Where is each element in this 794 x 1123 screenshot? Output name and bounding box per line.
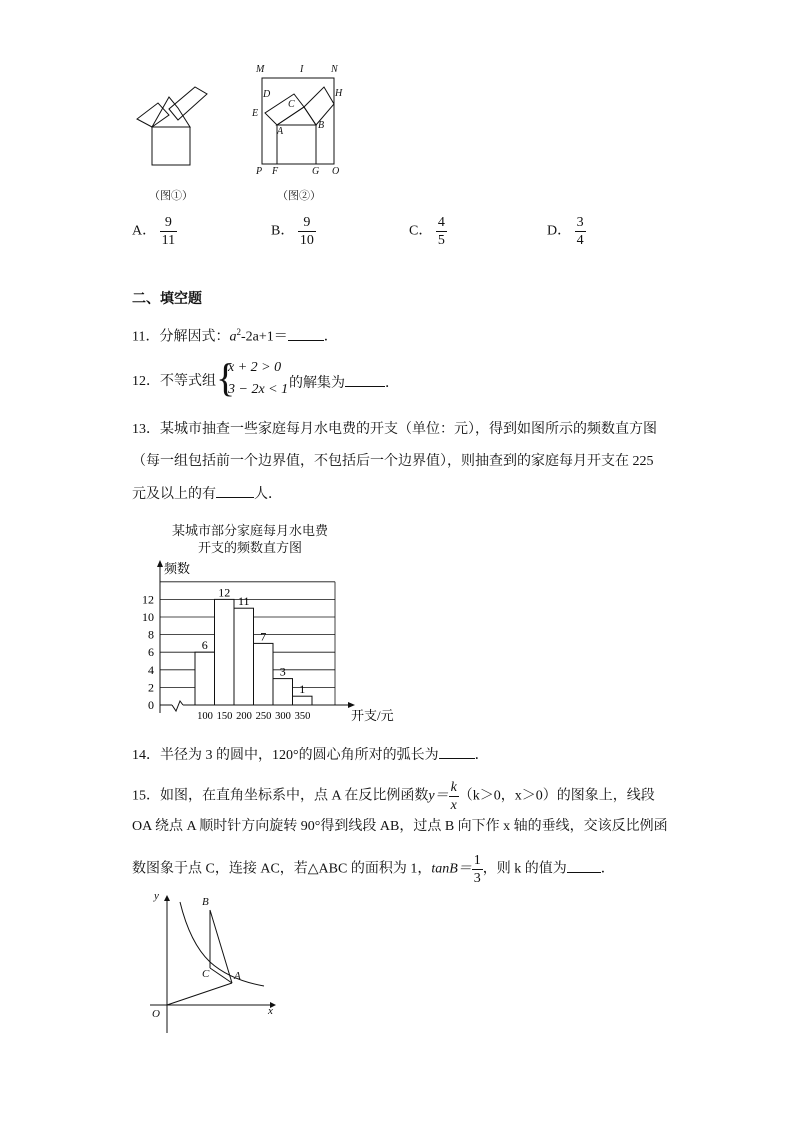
y-tick-label: 10 (142, 610, 154, 624)
hyperbola-curve (180, 902, 264, 986)
fig2-label-E: E (252, 108, 259, 119)
option-d-letter: D． (547, 223, 572, 239)
histogram-bar (273, 679, 293, 705)
fig2-label-D: D (263, 89, 271, 100)
option-c-fraction: $\frac{4}{5}$ (437, 215, 445, 248)
option-d[interactable] (547, 214, 586, 249)
fig1-caption: （图①） (149, 190, 193, 202)
question-11: 11．分解因式：$a^2-2a+1=$ ． (132, 327, 338, 345)
segment-OA (167, 983, 232, 1005)
y-tick-label: 2 (148, 680, 154, 695)
fig15-label-O: O (152, 1008, 160, 1020)
y-tick-label: 6 (148, 645, 154, 660)
bar-value-label: 1 (299, 682, 306, 697)
fig2-caption: （图②） (277, 190, 321, 202)
q12-suffix: 的解集为 ． (289, 372, 399, 394)
q13-line-3: 元及以上的有 人． (132, 483, 282, 505)
q15-k-over-x: $\frac{k}{x}$ (450, 780, 457, 813)
y-axis-arrow (157, 560, 163, 567)
histogram-bar (195, 652, 215, 705)
fig2-label-N: N (331, 64, 338, 75)
figure-1 (130, 78, 215, 173)
q15-line-2: OA 绕点 A 顺时针方向旋转 90°得到线段 AB，过点 B 向下作 x 轴的垂线，交该反比例函 (132, 819, 668, 834)
chart-subtitle: 开支的频数直方图 (197, 540, 302, 555)
section-title: 二、填空题 (132, 292, 202, 307)
fig2-label-A: A (277, 126, 284, 137)
option-b-fraction: $\frac{9}{10}$ (299, 215, 314, 248)
fig1-square-left (137, 103, 169, 127)
fig2-label-O: O (332, 166, 340, 177)
fig15-label-x: x (268, 1005, 273, 1017)
fig15-label-C: C (202, 968, 210, 980)
q12-inequality-2: 3 − 2x < 1 (228, 382, 289, 397)
y-tick-label: 8 (148, 627, 154, 642)
y-tick-label: 0 (148, 698, 154, 712)
option-a-fraction: $\frac{9}{11}$ (161, 215, 176, 248)
histogram-chart (130, 558, 394, 728)
axis-break (172, 701, 183, 711)
fig2-left-square (265, 94, 304, 125)
option-a-letter: A． (132, 223, 157, 239)
x-tick-label: 150 (216, 711, 233, 722)
q12-prefix: 12．不等式组 (132, 374, 216, 389)
y-axis-label: 频数 (164, 561, 191, 576)
x-tick-label: 250 (255, 711, 272, 722)
q13-line-1: 13．某城市抽查一些家庭每月水电费的开支（单位：元），得到如图所示的频数直方图 (132, 422, 657, 437)
fig2-label-P: P (256, 166, 263, 177)
fig2-label-H: H (335, 88, 343, 99)
q11-answer-blank[interactable] (288, 326, 324, 341)
bar-value-label: 7 (260, 629, 267, 644)
histogram-bar (293, 696, 313, 705)
fig2-label-G: G (312, 166, 320, 177)
y-tick-label: 12 (142, 592, 154, 607)
fig15-label-B: B (202, 896, 209, 908)
fig2-label-B: B (318, 120, 325, 131)
fig2-label-C: C (288, 99, 295, 110)
bar-value-label: 11 (237, 594, 250, 609)
bar-value-label: 6 (201, 638, 208, 653)
y-tick-label: 4 (148, 662, 154, 677)
q15-line-3: 数图象于点 C，连接 AC，若△ABC 的面积为 1，tanB＝ $\frac{1}{3}$ ，则 k 的值为 ． (132, 853, 615, 886)
option-c-letter: C． (409, 223, 433, 239)
q14-answer-blank[interactable] (439, 744, 475, 759)
q12-answer-blank[interactable] (345, 372, 385, 387)
q12-inequality-1: x + 2 > 0 (228, 360, 282, 375)
question-14: 14．半径为 3 的圆中，120°的圆心角所对的弧长为 ． (132, 744, 489, 766)
bar-value-label: 12 (218, 585, 231, 600)
option-a[interactable] (132, 214, 177, 249)
x-tick-label: 350 (294, 711, 311, 722)
fig2-label-F: F (272, 166, 279, 177)
bar-value-label: 3 (279, 664, 286, 679)
fig15-label-y: y (154, 890, 159, 902)
x-tick-label: 100 (197, 711, 213, 722)
option-c[interactable] (409, 214, 447, 249)
fig2-label-M: M (256, 64, 265, 75)
option-b-letter: B． (271, 223, 295, 239)
q15-line-1: 15．如图，在直角坐标系中，点 A 在反比例函数y＝ $\frac{k}{x}$ （k＞0，x＞0）的图象上，线段 (132, 780, 655, 813)
q13-line-2: （每一组包括前一个边界值，不包括后一个边界值），则抽查到的家庭每月开支在 225 (132, 454, 654, 469)
fig1-bottom-square (152, 127, 190, 165)
segment-AB (210, 910, 232, 983)
x-axis-label: 开支/元 (351, 708, 394, 723)
q15-answer-blank[interactable] (567, 858, 601, 873)
option-d-fraction: $\frac{3}{4}$ (576, 215, 584, 248)
chart-title-block (165, 522, 335, 556)
chart-title: 某城市部分家庭每月水电费 (171, 523, 328, 538)
q13-answer-blank[interactable] (216, 483, 254, 498)
histogram-bar (254, 643, 274, 705)
option-b[interactable] (271, 214, 316, 249)
histogram-bar (215, 599, 235, 705)
figure-2 (250, 62, 350, 182)
q12-brace: { (216, 355, 236, 400)
x-tick-label: 200 (236, 711, 252, 722)
fig15-label-A: A (234, 970, 241, 982)
x-tick-label: 300 (275, 711, 291, 722)
histogram-bar (234, 608, 254, 705)
q15-one-third: $\frac{1}{3}$ (473, 853, 481, 886)
fig2-label-I: I (300, 64, 304, 75)
